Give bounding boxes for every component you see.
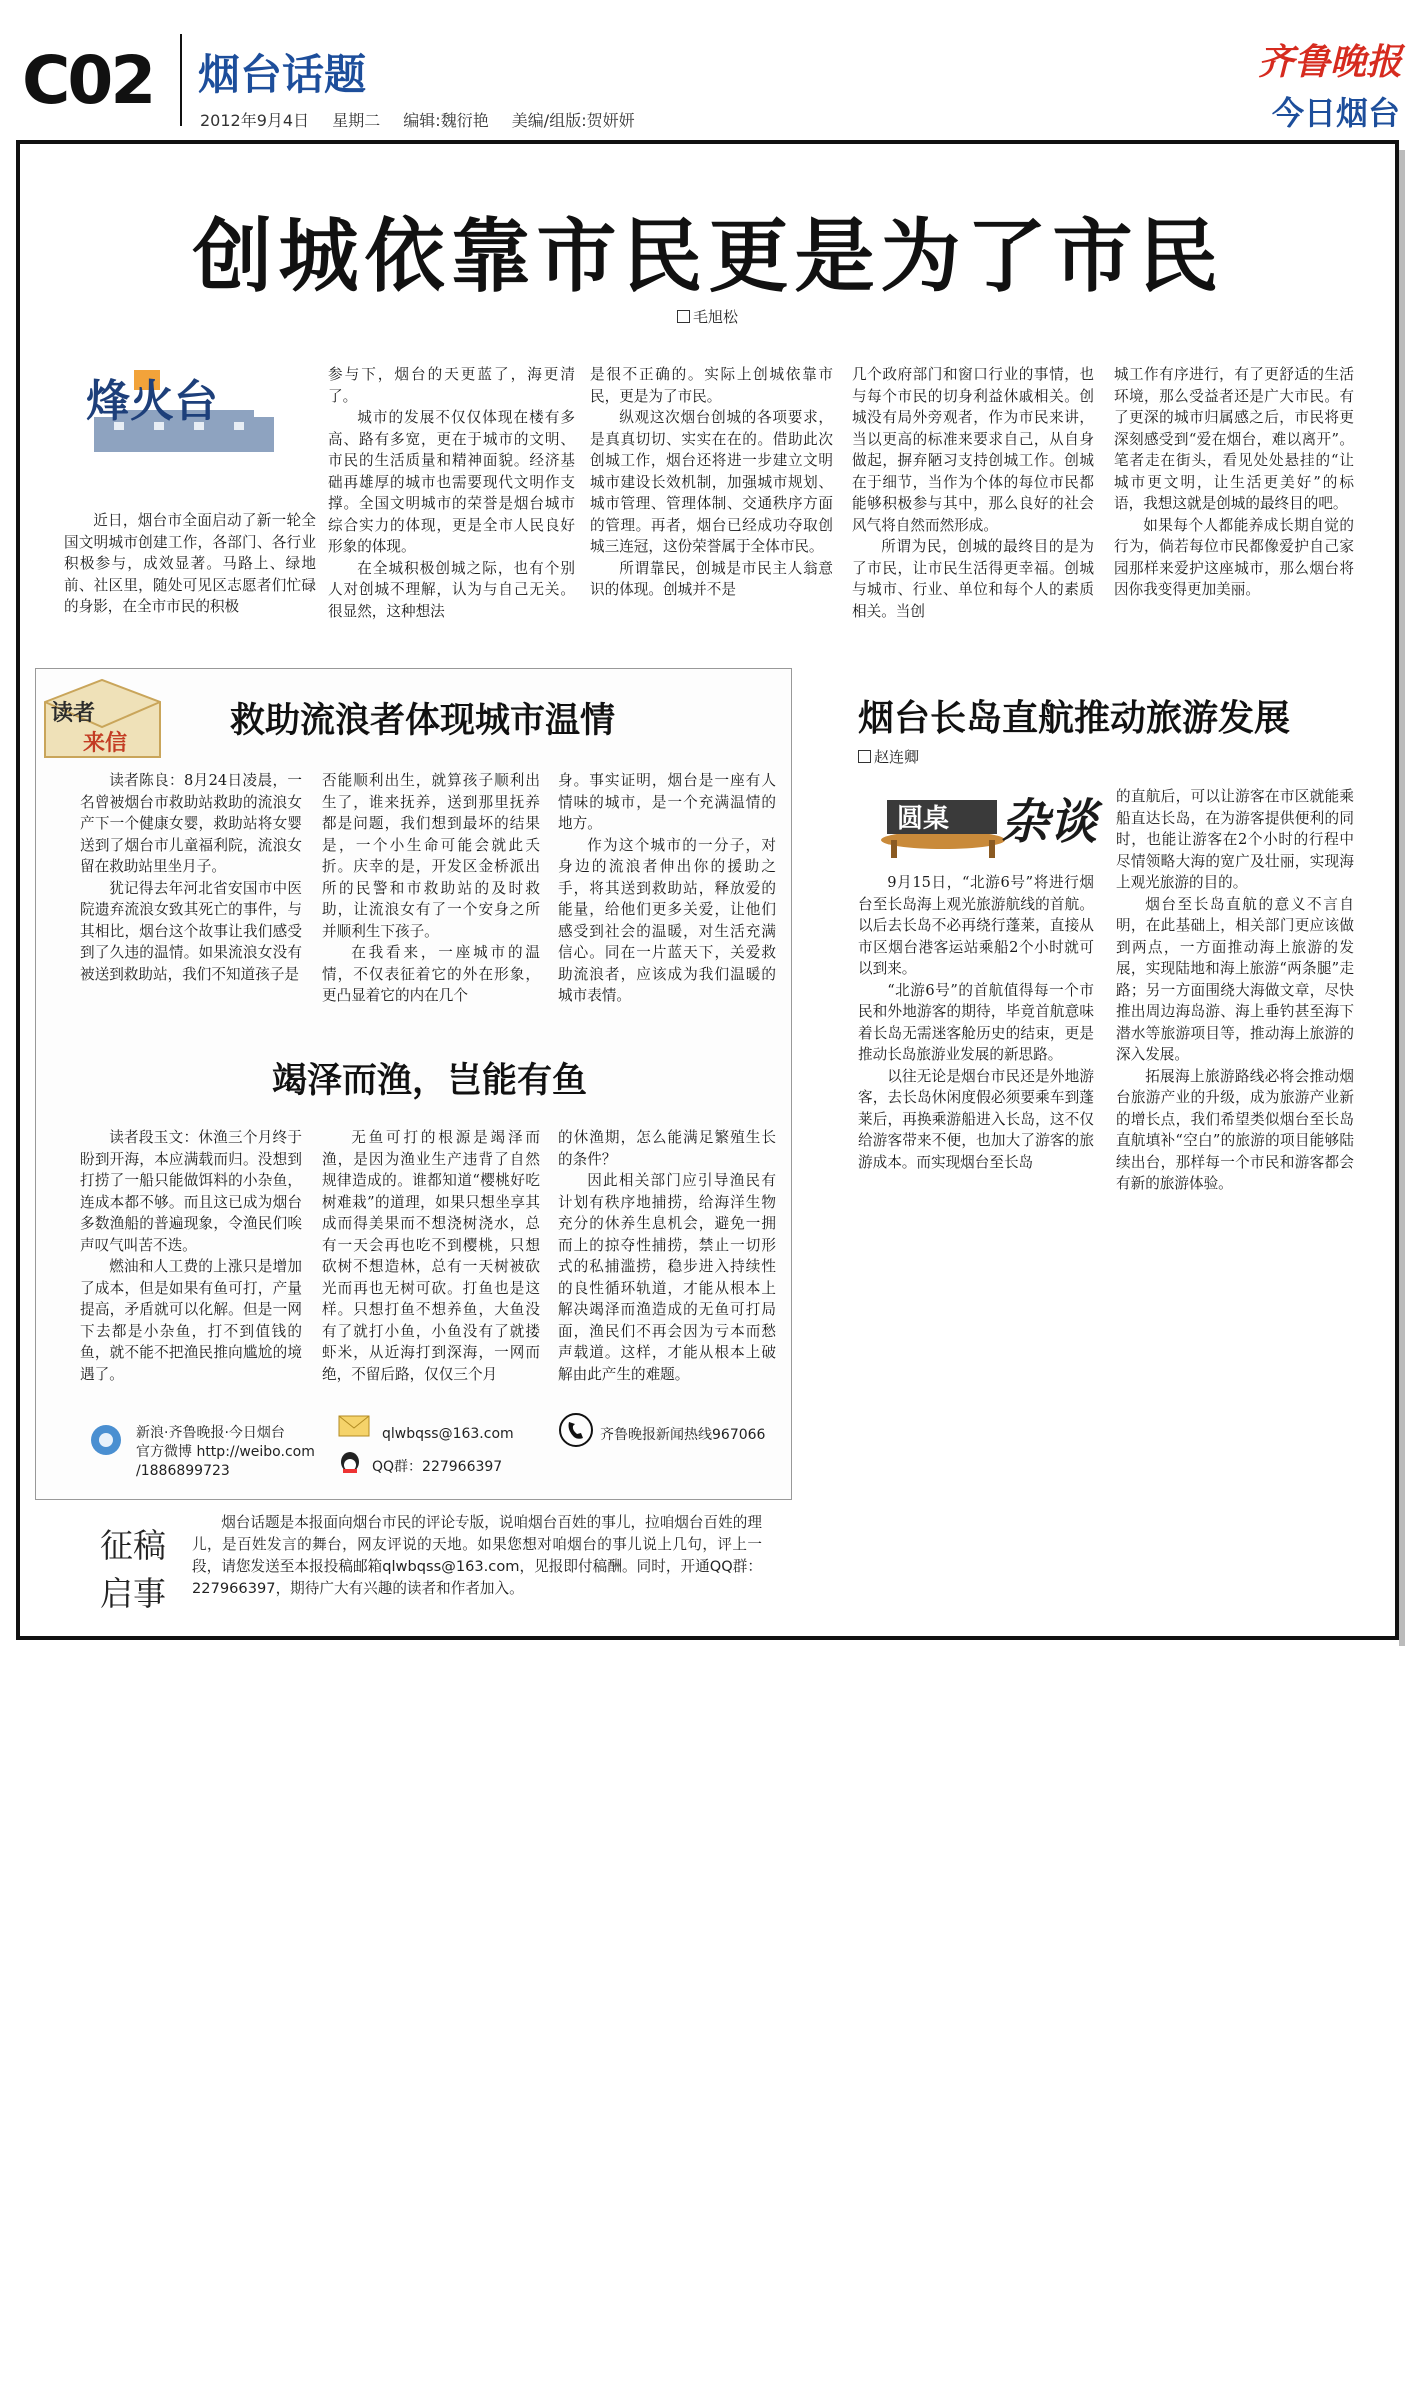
letter-1-headline: 救助流浪者体现城市温情	[230, 701, 616, 741]
letter-2-column-2: 无鱼可打的根源是竭泽而渔，是因为渔业生产违背了自然规律造成的。谁都知道“樱桃好吃树难栽”的道理，如果只想坐享其成而得美果而不想浇树浇水，总有一天会再也吃不到樱桃，只想砍树不想造林，总有一天树被砍光而再也无树可砍。打鱼也是这样。只想打鱼不想养鱼，大鱼没有了就打小鱼，小鱼没有了就搂虾米，从近海打到深海，一网而绝，不留后路，仅仅三个月	[322, 1129, 540, 1383]
main-author: 毛旭松	[677, 306, 738, 327]
reader-letters-logo	[35, 672, 170, 762]
side-article-column-1: 9月15日，“北游6号”将进行烟台至长岛海上观光旅游航线的首航。以后去长岛不必再绕行蓬莱，直接从市区烟台港客运站乘船2个小时就可以到来。 “北游6号”的首航值得每一个市民和外地游客的期待，毕竟首航意味着长岛无需迷客舱历史的结束，更是推动长岛旅游业发展的新思路。 以往无论是烟台市民还是外地游客，去长岛休闲度假必须要乘车到蓬莱后，再换乘游船进入长岛，这不仅给游客带来不便，也加大了游客的旅游成本。而实现烟台至长岛	[858, 874, 1094, 1171]
newspaper-logo: 齐鲁晚报	[1257, 41, 1402, 83]
editor-credit: 编辑:魏衍艳	[403, 111, 489, 130]
logo-text-a: 圆桌	[897, 804, 950, 834]
weibo-icon	[88, 1422, 124, 1458]
main-article-column-4: 几个政府部门和窗口行业的事情，也与每个市民的切身利益休戚相关。创城没有局外旁观者，作为市民来讲，当以更高的标准来要求自己，从自身做起，摒弃陋习支持创城工作。创城在于细节，当作为个体的每位市民都能够积极参与其中，那么良好的社会风气将自然而然形成。 所谓为民，创城的最终目的是为了市民，让市民生活得更幸福。创城与城市、行业、单位和每个人的素质相关。当创	[852, 366, 1094, 620]
design-credit: 美编/组版:贺妍妍	[511, 111, 635, 130]
news-hotline: 齐鲁晚报新闻热线967066	[600, 1427, 766, 1443]
side-author: 赵连卿	[858, 746, 919, 767]
letter-2-column-3: 的休渔期，怎么能满足繁殖生长的条件？ 因此相关部门应引导渔民有计划有秩序地捕捞，给海洋生物充分的休养生息机会，避免一拥而上的掠夺性捕捞，禁止一切形式的私捕滥捞，稳步进入持续性的良性循环轨道，才能从根本上解决竭泽而渔造成的无鱼可打局面，渔民们不再会因为亏本而愁声载道。这样，才能从根本上破解由此产生的难题。	[558, 1129, 776, 1383]
call-for-papers-text: 烟台话题是本报面向烟台市民的评论专版，说咱烟台百姓的事儿，拉咱烟台百姓的理儿，是百姓发言的舞台，网友评说的天地。如果您想对咱烟台的事儿说上几句，评上一段，请您发送至本报投稿邮箱qlwbqss@163.com，见报即付稿酬。同时，开通QQ群：227966397，期待广大有兴趣的读者和作者加入。	[192, 1514, 762, 1597]
phone-icon	[558, 1412, 594, 1448]
call-for-papers-label: 征稿 启事	[100, 1526, 166, 1613]
edition-name: 今日烟台	[1271, 94, 1400, 132]
mail-icon	[338, 1412, 370, 1438]
header-meta	[200, 108, 649, 131]
section-title: 烟台话题	[198, 50, 367, 99]
main-article-column-3: 是很不正确的。实际上创城依靠市民，更是为了市民。 纵观这次烟台创城的各项要求，是真真切切、实实在在的。借助此次创城工作，烟台还将进一步建立文明城市建设长效机制，加强城市规划、城市管理、管理体制、交通秩序方面的管理。再者，烟台已经成功夺取创城三连冠，这份荣誉属于全体市民。 所谓靠民，创城是市民主人翁意识的体现。创城并不是	[590, 366, 833, 598]
main-headline: 创城依靠市民更是为了市民	[192, 210, 1225, 303]
email-contact[interactable]: qlwbqss@163.com	[382, 1426, 514, 1442]
main-article-column-2: 参与下，烟台的天更蓝了，海更清了。 城市的发展不仅仅体现在楼有多高、路有多宽，更在于城市的文明、市民的生活质量和精神面貌。经济基础再雄厚的城市也需要现代文明作支撑。全国文明城市的荣誉是烟台城市综合实力的体现，更是全市人民良好形象的体现。 在全城积极创城之际，也有个别人对创城不理解，认为与自己无关。很显然，这种想法	[328, 366, 575, 620]
weibo-id: /1886899723	[136, 1463, 230, 1479]
letter-2-headline: 竭泽而渔，岂能有鱼	[272, 1061, 588, 1101]
issue-weekday: 星期二	[332, 111, 381, 130]
letter-1-column-2: 否能顺利出生，就算孩子顺利出生了，谁来抚养，送到那里抚养都是问题，我们想到最坏的结果是，一个小生命可能会就此夭折。庆幸的是，开发区金桥派出所的民警和市救助站的及时救助，让流浪女有了一个安身之所并顺利生下孩子。 在我看来，一座城市的温情，不仅表征着它的外在形象，更凸显着它的内在几个	[322, 772, 540, 1004]
weibo-contact	[136, 1424, 336, 1481]
main-article-column-5: 城工作有序进行，有了更舒适的生活环境，那么受益者还是广大市民。有了更深的城市归属感之后，市民将更深刻感受到“爱在烟台，难以离开”。笔者走在街头，看见处处悬挂的“让城市更文明，让生活更美好”的标语，我想这就是创城的最终目的吧。 如果每个人都能养成长期自觉的行为，倘若每位市民都像爱护自己家园那样来爱护这座城市，那么烟台将因你我变得更加美丽。	[1114, 366, 1354, 598]
side-headline: 烟台长岛直航推动旅游发展	[858, 698, 1291, 739]
letter-1-column-3: 身。事实证明，烟台是一座有人情味的城市，是一个充满温情的地方。 作为这个城市的一分子，对身边的流浪者伸出你的援助之手，将其送到救助站，释放爱的能量，给他们更多关爱，让他们感受到社会的温暖，对生活充满信心。同在一片蓝天下，关爱救助流浪者，应该成为我们温暖的城市表情。	[558, 772, 776, 1004]
header-divider	[180, 34, 182, 126]
page-number: C02	[22, 42, 154, 119]
letter-1-column-1: 读者陈良：8月24日凌晨，一名曾被烟台市救助站救助的流浪女产下一个健康女婴，救助站将女婴送到了烟台市儿童福利院，流浪女留在救助站里坐月子。 犹记得去年河北省安国市中医院遗弃流浪女致其死亡的事件，与其相比，烟台这个故事让我们感受到了久违的温情。如果流浪女没有被送到救助站，我们不知道孩子是	[80, 772, 302, 983]
main-article-column-1: 近日，烟台市全面启动了新一轮全国文明城市创建工作，各部门、各行业积极参与，成效显著。马路上、绿地前、社区里，随处可见区志愿者们忙碌的身影，在全市市民的积极	[64, 512, 316, 615]
side-article-column-2: 的直航后，可以让游客在市区就能乘船直达长岛，在为游客提供便利的同时，也能让游客在2个小时的行程中尽情领略大海的宽广及壮丽，实现海上观光旅游的目的。 烟台至长岛直航的意义不言自明，在此基础上，相关部门更应该做到两点，一方面推动海上旅游的发展，实现陆地和海上旅游“两条腿”走路；另一方面围绕大海做文章，尽快推出周边海岛游、海上垂钓甚至海下潜水等旅游项目等，推动海上旅游的深入发展。 拓展海上旅游路线必将会推动烟台旅游产业的升级，成为旅游产业新的增长点，我们希望类似烟台至长岛直航填补“空白”的旅游的项目能够陆续出台，那样每一个市民和游客都会有新的旅游体验。	[1116, 788, 1354, 1192]
fenghuotai-column-logo	[74, 362, 289, 462]
weibo-url[interactable]: 官方微博 http://weibo.com	[136, 1444, 315, 1460]
logo-text-b: 杂谈	[1001, 794, 1098, 850]
qq-group-contact: QQ群：227966397	[372, 1459, 503, 1475]
issue-date: 2012年9月4日	[200, 111, 310, 130]
weibo-name: 新浪·齐鲁晚报·今日烟台	[136, 1425, 285, 1441]
letter-2-column-1: 读者段玉文：休渔三个月终于盼到开海，本应满载而归。没想到打捞了一船只能做饵料的小杂鱼，连成本都不够。而且这已成为烟台多数渔船的普遍现象，令渔民们唉声叹气叫苦不迭。 燃油和人工费的上涨只是增加了成本，但是如果有鱼可打，产量提高，矛盾就可以化解。但是一网下去都是小杂鱼，打不到值钱的鱼，就不能不把渔民推向尴尬的境遇了。	[80, 1129, 302, 1383]
logo-text-top: 读者	[51, 701, 96, 726]
yuanzhuo-column-logo	[873, 782, 1113, 862]
logo-text-bottom: 来信	[83, 731, 128, 756]
frame-shadow	[1399, 150, 1405, 1646]
column-logo-text: 烽火台	[86, 376, 218, 427]
qq-icon	[336, 1450, 364, 1478]
